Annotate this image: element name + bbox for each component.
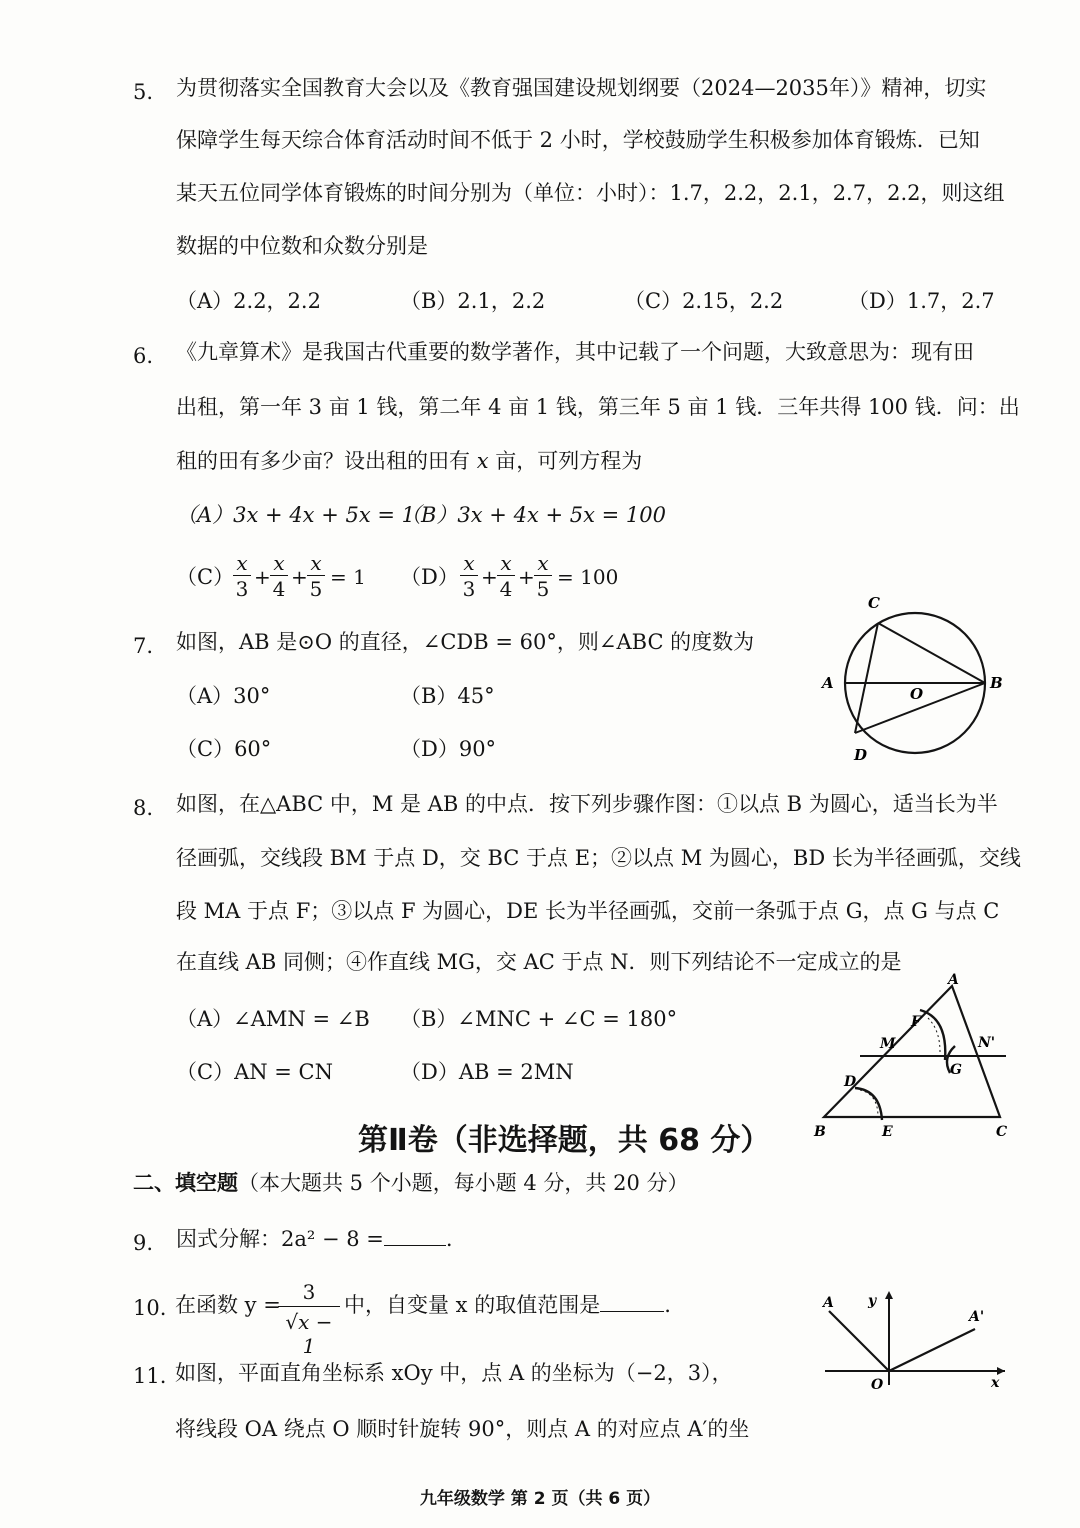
q6-d-frac-5 — [534, 553, 552, 599]
frac-numerator: x — [460, 553, 478, 576]
q6-c-frac-3 — [233, 553, 251, 599]
arc-fg-big — [920, 1010, 945, 1060]
label-d: D — [844, 1074, 857, 1090]
q8-line-4: 在直线 AB 同侧；④作直线 MG，交 AC 于点 N．则下列结论不一定成立的是 — [176, 950, 902, 974]
q8-option-c: （C）AN = CN — [176, 1060, 333, 1084]
plus-sign: + — [518, 565, 535, 589]
q10-suffix: 中，自变量 x 的取值范围是 — [344, 1293, 601, 1317]
segment-oa-prime — [889, 1329, 975, 1371]
frac-numerator: x — [307, 553, 325, 576]
q8-line-2: 径画弧，交线段 BM 于点 D，交 BC 于点 E；②以点 M 为圆心，BD 长为半径画弧，交线 — [176, 846, 1021, 870]
q7-stem: 如图，AB 是⊙O 的直径，∠CDB = 60°，则∠ABC 的度数为 — [176, 630, 755, 654]
q5-line-4: 数据的中位数和众数分别是 — [176, 234, 428, 258]
chord-dc — [855, 623, 878, 733]
q10-end: . — [664, 1293, 671, 1317]
q6-c-frac-4 — [270, 553, 288, 599]
q5-line-1: 为贯彻落实全国教育大会以及《教育强国建设规划纲要（2024—2035年）》精神，切实 — [176, 76, 987, 100]
q5-option-c: （C）2.15，2.2 — [624, 289, 784, 313]
frac-denominator: 3 — [462, 577, 476, 601]
q11-number: 11. — [133, 1364, 167, 1388]
q7-circle-figure — [818, 590, 1018, 770]
frac-denominator: 4 — [499, 577, 513, 601]
frac-denominator: 3 — [235, 577, 249, 601]
q10-prefix: 在函数 y = — [175, 1293, 281, 1317]
arc-de-dots — [860, 1090, 878, 1117]
q6-c-frac-5 — [307, 553, 325, 599]
label-y: y — [868, 1293, 877, 1309]
q7-option-a: （A）30° — [176, 684, 271, 708]
x-axis-arrow — [997, 1367, 1005, 1375]
q9-answer-blank[interactable] — [384, 1245, 446, 1246]
q10-number: 10. — [133, 1296, 167, 1320]
q5-option-a: （A）2.2，2.2 — [176, 289, 321, 313]
q6-line-2: 出租，第一年 3 亩 1 钱，第二年 4 亩 1 钱，第三年 5 亩 1 钱．三年共得 100 钱．问：出 — [176, 395, 1020, 419]
q8-option-a: （A）∠AMN = ∠B — [176, 1007, 370, 1031]
q9-text: 因式分解：2a² − 8 = — [176, 1227, 384, 1251]
q5-line-2: 保障学生每天综合体育活动时间不低于 2 小时，学校鼓励学生积极参加体育锻炼．已知 — [176, 128, 980, 152]
label-a: A — [823, 1295, 834, 1311]
q7-option-d: （D）90° — [400, 737, 497, 761]
label-o: O — [871, 1377, 884, 1393]
label-b: B — [814, 1124, 826, 1140]
label-n: N' — [978, 1035, 996, 1051]
section-2-title: 第Ⅱ卷（非选择题，共 68 分） — [358, 1123, 771, 1158]
q6-line-3-a: 租的田有多少亩？设出租的田有 — [176, 449, 477, 473]
arc-de — [855, 1088, 882, 1120]
frac-denominator: 4 — [272, 577, 286, 601]
q6-option-b: （B）3x + 4x + 5x = 100 — [400, 503, 666, 527]
label-e: E — [882, 1124, 893, 1140]
segment-oa — [829, 1311, 889, 1371]
q6-d-equals: = 100 — [557, 565, 619, 589]
frac-denominator: 5 — [536, 577, 550, 601]
q8-option-b: （B）∠MNC + ∠C = 180° — [400, 1007, 678, 1031]
q6-option-a: （A）3x + 4x + 5x = 1 — [176, 503, 415, 527]
q8-line-3: 段 MA 于点 F；③以点 F 为圆心，DE 长为半径画弧，交前一条弧于点 G，点 G 与点 C — [176, 899, 1000, 923]
q5-option-d: （D）1.7，2.7 — [848, 289, 995, 313]
q6-option-d-label: （D） — [400, 565, 459, 589]
q11-line-1: 如图，平面直角坐标系 xOy 中，点 A 的坐标为（−2，3）， — [175, 1361, 733, 1385]
label-a: A — [822, 674, 834, 692]
label-g: G — [950, 1062, 962, 1078]
q6-d-frac-3 — [460, 553, 478, 599]
label-o: O — [910, 685, 924, 703]
q9-end: . — [445, 1227, 453, 1251]
q6-line-3 — [176, 449, 642, 473]
page-footer: 九年级数学 第 2 页（共 6 页） — [419, 1489, 661, 1509]
triangle-abc — [824, 986, 1000, 1117]
q11-coordinate-figure — [815, 1285, 1015, 1395]
frac-denominator: 5 — [309, 577, 323, 601]
q8-option-d: （D）AB = 2MN — [400, 1060, 574, 1084]
plus-sign: + — [291, 565, 308, 589]
q8-line-1: 如图，在△ABC 中，M 是 AB 的中点．按下列步骤作图：①以点 B 为圆心，适当长为半 — [176, 792, 998, 816]
label-d: D — [854, 746, 868, 764]
q6-d-frac-4 — [497, 553, 515, 599]
frac-numerator: x — [233, 553, 251, 576]
label-c: C — [868, 594, 880, 612]
plus-sign: + — [481, 565, 498, 589]
frac-numerator: x — [534, 553, 552, 576]
q7-option-c: （C）60° — [176, 737, 272, 761]
q6-line-1: 《九章算术》是我国古代重要的数学著作，其中记载了一个问题，大致意思为：现有田 — [176, 340, 974, 364]
q6-option-c-label: （C） — [176, 565, 235, 589]
label-a: A — [948, 972, 959, 988]
q10-denominator: √x − 1 — [285, 1310, 333, 1358]
q9-line — [176, 1227, 453, 1251]
q8-triangle-figure — [810, 970, 1025, 1150]
q5-line-3: 某天五位同学体育锻炼的时间分别为（单位：小时）：1.7，2.2，2.1，2.7，2.2，则这组 — [176, 181, 1005, 205]
fill-in-heading — [133, 1171, 689, 1195]
q6-number: 6. — [133, 344, 154, 368]
q7-option-b: （B）45° — [400, 684, 495, 708]
q10-numerator: 3 — [278, 1280, 340, 1307]
fill-in-heading-rest: （本大题共 5 个小题，每小题 4 分，共 20 分） — [238, 1171, 689, 1195]
fill-in-heading-bold: 二、填空题 — [133, 1171, 238, 1195]
q6-variable-x: x — [476, 449, 489, 473]
plus-sign: + — [254, 565, 271, 589]
label-x: x — [991, 1375, 1000, 1391]
q8-number: 8. — [133, 796, 154, 820]
frac-numerator: x — [497, 553, 515, 576]
q9-number: 9. — [133, 1231, 154, 1255]
label-f: F — [911, 1014, 921, 1030]
y-axis-arrow — [885, 1291, 893, 1299]
label-m: M — [880, 1036, 896, 1052]
q6-c-equals: = 1 — [330, 565, 366, 589]
label-c: C — [996, 1124, 1008, 1140]
q10-answer-blank[interactable] — [600, 1311, 664, 1312]
q5-option-b: （B）2.1，2.2 — [400, 289, 546, 313]
q7-number: 7. — [133, 634, 154, 658]
q10-fraction — [278, 1280, 340, 1358]
q5-number: 5. — [133, 80, 154, 104]
frac-numerator: x — [270, 553, 288, 576]
label-a-prime: A' — [969, 1309, 985, 1325]
q10-suffix-line — [344, 1293, 671, 1317]
label-b: B — [990, 674, 1003, 692]
q11-line-2: 将线段 OA 绕点 O 顺时针旋转 90°，则点 A 的对应点 A′的坐 — [175, 1417, 750, 1441]
chord-cb — [878, 623, 985, 683]
q6-line-3-b: 亩，可列方程为 — [488, 449, 643, 473]
